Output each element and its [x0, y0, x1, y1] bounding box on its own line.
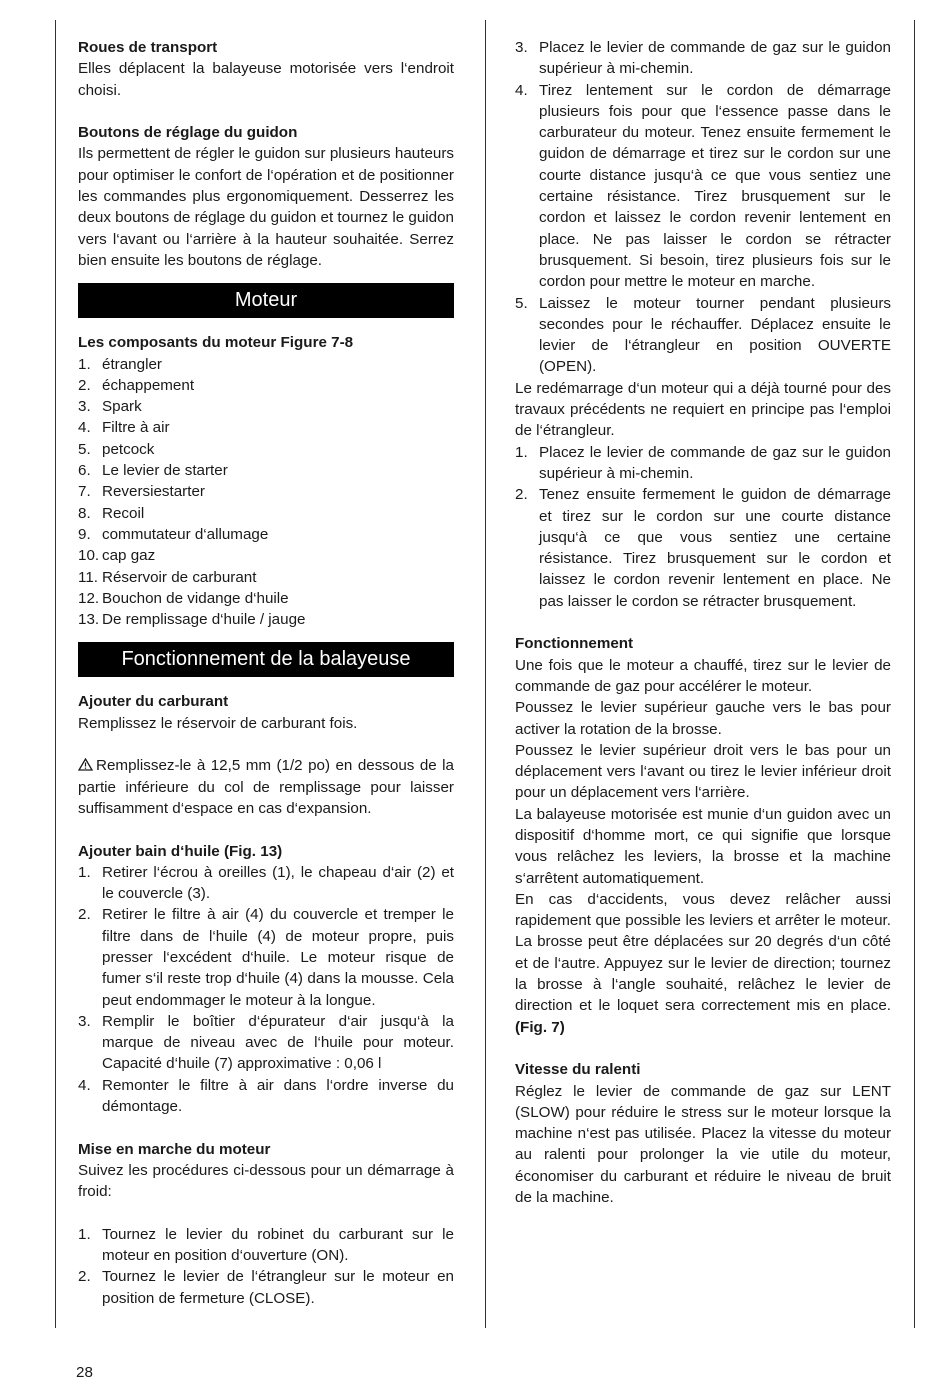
right-margin-rule	[914, 20, 915, 1328]
redemarrage-text: Le redémarrage d‘un moteur qui a déjà tourné pour des travaux précédents ne requiert en principe pas l‘emploi de l‘étrangleur.	[515, 379, 891, 440]
marche-text: Suivez les procédures ci-dessous pour un démarrage à froid:	[78, 1161, 454, 1201]
carburant-heading: Ajouter du carburant	[78, 693, 229, 711]
carburant-text: Remplissez le réservoir de carburant fois.	[78, 714, 358, 732]
list-item: 3. Placez le levier de commande de gaz sur le guidon supérieur à mi-chemin.	[515, 39, 891, 78]
composants-heading: Les composants du moteur Figure 7-8	[78, 334, 354, 352]
list-item: 5. Laissez le moteur tourner pendant plusieurs secondes pour le réchauffer. Déplacez ensuite le levier de l‘étrangleur en position OUVERTE (OPEN).	[515, 294, 891, 376]
marche-steps-left	[78, 1224, 454, 1309]
list-item: 12. Bouchon de vidange d‘huile	[78, 589, 289, 607]
list-item: 3. Remplir le boîtier d‘épurateur d‘air jusqu‘à la marque de niveau avec de l‘huile pour moteur. Capacité d‘huile (7) approximative : 0,06 l	[78, 1012, 454, 1073]
list-item: 7. Reversiestarter	[78, 483, 205, 501]
roues-heading: Roues de transport	[78, 39, 218, 56]
fonctionnement-p5-text: En cas d‘accidents, vous devez relâcher aussi rapidement que possible les leviers et arrêter le moteur. La brosse peut être déplacées sur 20 degrés d‘un côté et de l‘autre. Appuyez sur le levier de direction; tournez la brosse à l‘angle souhaité, relâchez le levier de direction et le loquet sera correctement mis en place.	[515, 890, 891, 1015]
list-item: 9. commutateur d‘allumage	[78, 525, 269, 543]
list-item: 13. De remplissage d‘huile / jauge	[78, 611, 306, 629]
left-column	[78, 37, 454, 1309]
list-item: 4. Remonter le filtre à air dans l‘ordre inverse du démontage.	[78, 1076, 454, 1116]
list-item: 1. étrangler	[78, 355, 162, 373]
right-column	[515, 37, 891, 1208]
fonctionnement-p5	[515, 889, 891, 1038]
marche-steps-right	[515, 37, 891, 378]
list-item: 5. petcock	[78, 440, 155, 458]
boutons-text: Ils permettent de régler le guidon sur plusieurs hauteurs pour optimiser le confort de l‘opération et de positionner les commandes plus ergonomiquement. Desserrez les deux boutons de réglage du guidon et tournez le guidon vers l‘avant ou l‘arrière à la hauteur souhaitée. Serrez bien ensuite les boutons de réglage.	[78, 145, 454, 269]
list-item: 1. Tournez le levier du robinet du carburant sur le moteur en position d‘ouverture (ON).	[78, 1225, 454, 1265]
fonctionnement-p4: La balayeuse motorisée est munie d‘un guidon avec un dispositif d‘homme mort, ce qui signifie que lorsque vous relâchez les leviers, la brosse et la machine s‘arrêtent automatiquement.	[515, 805, 891, 887]
roues-text: Elles déplacent la balayeuse motorisée vers l‘endroit choisi.	[78, 60, 454, 99]
list-item: 2. Retirer le filtre à air (4) du couvercle et tremper le filtre dans de l‘huile (4) de moteur propre, puis presser l‘excédent d‘huile. Le moteur risque de fumer s‘il reste trop d‘huile (4) dans la mousse. Cela peut endommager le moteur à la longue.	[78, 906, 454, 1009]
list-item: 10. cap gaz	[78, 547, 156, 565]
ralenti-text: Réglez le levier de commande de gaz sur LENT (SLOW) pour réduire le stress sur le moteur lorsque la machine n‘est pas utilisée. Placez la vitesse du moteur au ralenti pour prolonger la vie utile du moteur, économiser du carburant et réduire le niveau de bruit de la machine.	[515, 1082, 891, 1207]
fonctionnement-heading: Fonctionnement	[515, 635, 634, 653]
redemarrage-steps	[515, 442, 891, 612]
ralenti-heading: Vitesse du ralenti	[515, 1061, 641, 1079]
list-item: 2. Tournez le levier de l‘étrangleur sur le moteur en position de fermeture (CLOSE).	[78, 1268, 454, 1307]
fonctionnement-p1: Une fois que le moteur a chauffé, tirez sur le levier de commande de gaz pour accélérer le moteur.	[515, 656, 891, 695]
fonctionnement-p2: Poussez le levier supérieur gauche vers le bas pour activer la rotation de la brosse.	[515, 699, 891, 738]
list-item: 6. Le levier de starter	[78, 462, 228, 480]
list-item: 2. échappement	[78, 376, 195, 394]
list-item: 1. Placez le levier de commande de gaz sur le guidon supérieur à mi-chemin.	[515, 443, 891, 482]
list-item: 2. Tenez ensuite fermement le guidon de démarrage et tirez sur le cordon sur une courte distance jusqu‘à ce que vous sentiez une certaine résistance. Tirez brusquement sur le cordon et laissez le cordon revenir lentement en place. Ne pas laisser le cordon se rétracter brusquement.	[515, 486, 891, 610]
huile-heading: Ajouter bain d‘huile (Fig. 13)	[78, 842, 283, 860]
left-margin-rule	[55, 20, 56, 1328]
figure-reference: (Fig. 7)	[515, 1018, 565, 1036]
moteur-banner: Moteur	[78, 283, 454, 318]
marche-heading: Mise en marche du moteur	[78, 1140, 271, 1158]
boutons-heading: Boutons de réglage du guidon	[78, 124, 298, 142]
fonctionnement-p3: Poussez le levier supérieur droit vers le bas pour un déplacement vers l‘avant ou tirez le levier inférieur droit pour un déplacement vers l‘arrière.	[515, 741, 891, 802]
fonctionnement-banner: Fonctionnement de la balayeuse	[78, 642, 454, 677]
composants-list	[78, 354, 454, 631]
list-item: 11. Réservoir de carburant	[78, 568, 257, 586]
warning-paragraph	[78, 755, 454, 819]
huile-steps	[78, 862, 454, 1118]
list-item: 1. Retirer l‘écrou à oreilles (1), le chapeau d‘air (2) et le couvercle (3).	[78, 863, 454, 903]
warning-text: Remplissez-le à 12,5 mm (1/2 po) en dessous de la partie inférieure du col de remplissage pour laisser suffisamment d‘espace en cas d‘expansion.	[78, 757, 454, 817]
list-item: 3. Spark	[78, 398, 142, 416]
list-item: 8. Recoil	[78, 504, 145, 522]
list-item: 4. Filtre à air	[78, 419, 170, 437]
list-item: 4. Tirez lentement sur le cordon de démarrage plusieurs fois pour que l‘essence passe dans le carburateur du moteur. Tenez ensuite fermement le guidon de démarrage et tirez sur le cordon sur une courte distance jusqu‘à ce que vous sentiez une certaine résistance. Tirez brusquement sur le cordon et laissez le cordon revenir lentement en place. Ne pas laisser le cordon se rétracter brusquement. Si besoin, tirez plusieurs fois sur le cordon pour mettre le moteur en marche.	[515, 81, 891, 291]
center-column-rule	[485, 20, 486, 1328]
warning-triangle-icon	[78, 756, 93, 769]
page-number: 28	[76, 1364, 93, 1381]
